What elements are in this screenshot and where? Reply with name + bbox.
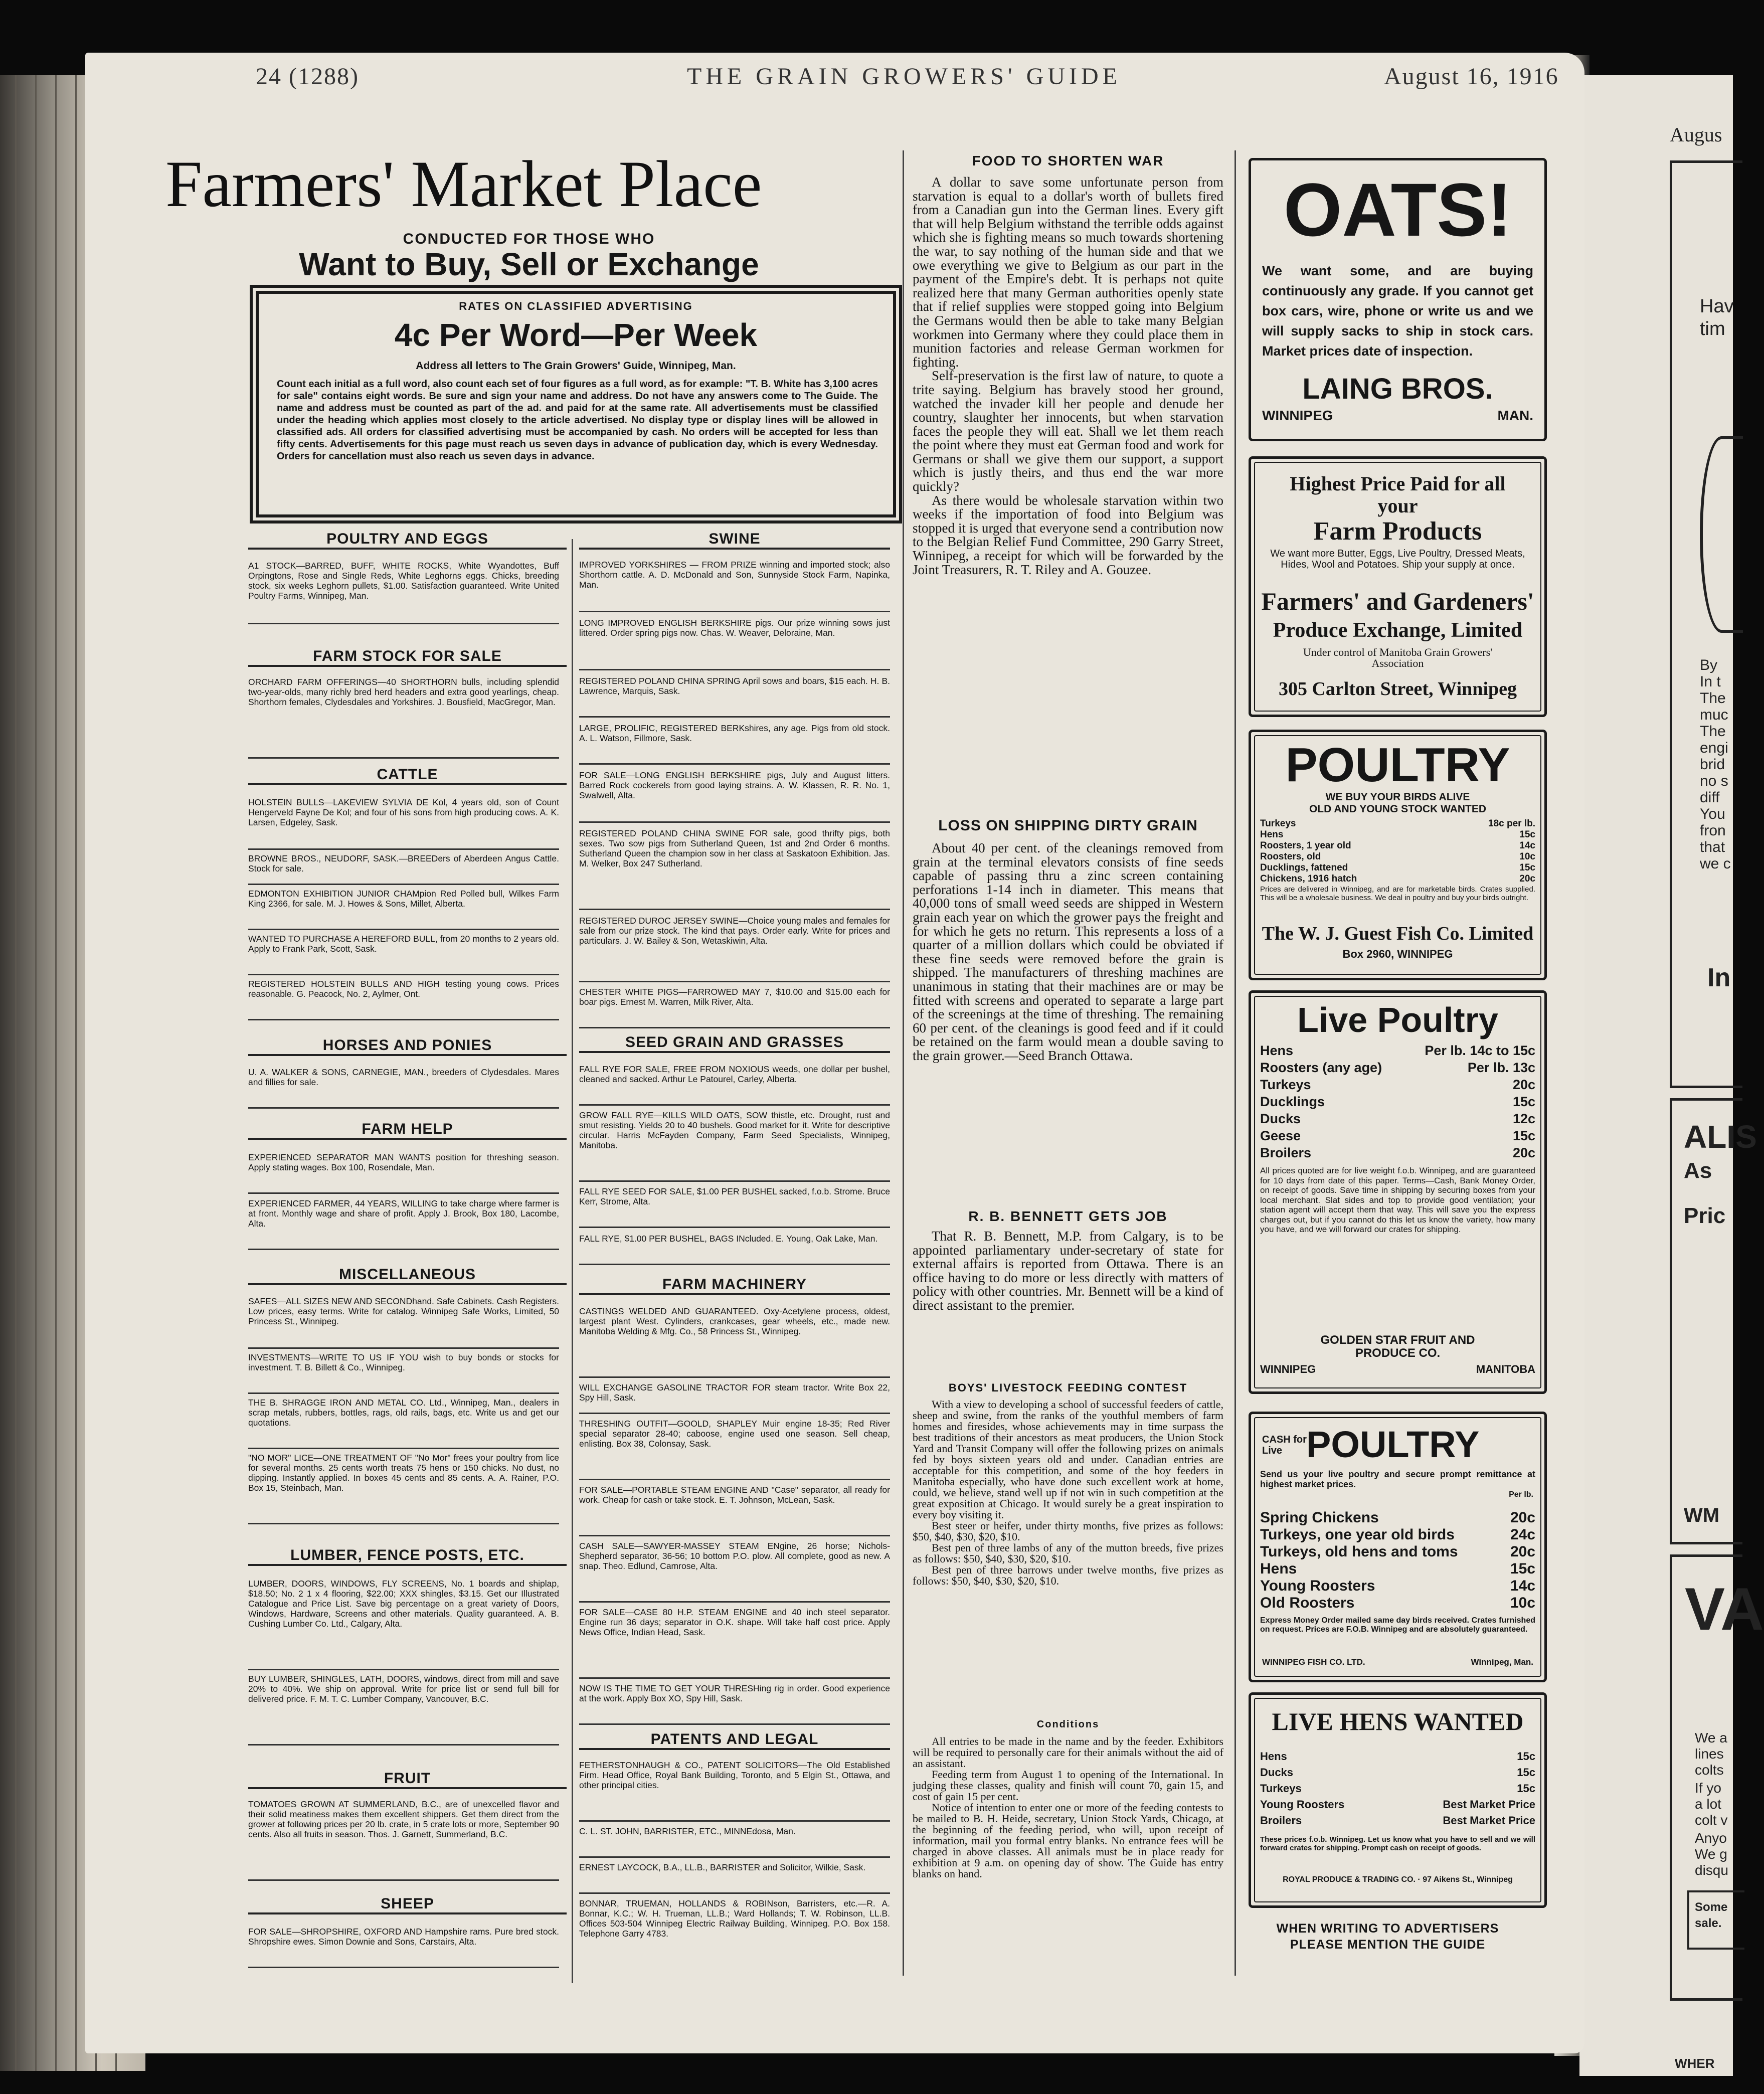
price-item: Chickens, 1916 hatch (1260, 874, 1357, 884)
footer-line-2: PLEASE MENTION THE GUIDE (1290, 1938, 1486, 1952)
price-item: Hens (1260, 829, 1284, 840)
classified-ad: LARGE, PROLIFIC, REGISTERED BERKshires, any age. Pigs from old stock. A. L. Watson, Fillmore, Sask. (579, 723, 890, 765)
price-item: Turkeys, one year old birds (1260, 1526, 1455, 1543)
article-paragraph: Notice of intention to enter one or more of the feeding contests to be mailed to B. H. Heide, secretary, Union Stock Yards, Chicago, at the beginning of the feeding period, who will, upon receipt of information, mail you formal entry blanks. No entrance fees will be charged in above classes. All animals must be in place ready for exhibition at 9 a.m. on opening day of show. The Guide has entry blanks on hand. (913, 1801, 1223, 1880)
price-row (1260, 1766, 1535, 1779)
ad-live-hens-wanted (1249, 1692, 1547, 1908)
classified-ad: U. A. WALKER & SONS, CARNEGIE, MAN., breeders of Clydesdales. Mares and fillies for sale. (248, 1067, 559, 1109)
ad-hp-head: Highest Price Paid for all your (1290, 472, 1506, 517)
classified-ad: BROWNE BROS., NEUDORF, SASK.—BREEDers of Aberdeen Angus Cattle. Stock for sale. (248, 853, 559, 885)
price-value: Best Market Price (1443, 1798, 1535, 1811)
ad-laing-province: MAN. (1497, 408, 1533, 423)
column-rule (1234, 150, 1236, 1976)
classified-ad: FOR SALE—PORTABLE STEAM ENGINE AND "Case" separator, all ready for work. Cheap for cash or take stock. E. T. Johnson, McLean, Sask. (579, 1485, 890, 1536)
price-item: Turkeys, old hens and toms (1260, 1543, 1458, 1560)
price-value: Per lb. 13c (1467, 1060, 1535, 1075)
price-row (1260, 862, 1535, 874)
next-page-fragment: Augus Hav tim By In t The muc The engi brid no s diff You fron that we c In ALIS As Pric WM VA We a lines colts If yo a lot colt v Anyo We g disqu Some sale. WHER (1579, 75, 1733, 2076)
ad-poultry-firm: The W. J. Guest Fish Co. Limited (1262, 923, 1534, 944)
ad-cash-poultry-winnipeg-fish (1249, 1412, 1547, 1682)
ad-hens-title: LIVE HENS WANTED (1272, 1707, 1524, 1735)
price-value: 15c (1519, 862, 1535, 873)
price-value: 10c (1510, 1595, 1535, 1611)
ad-cash-note: Express Money Order mailed same day birds received. Crates furnished on request. Prices are F.O.B. Winnipeg and are absolutely guaranteed. (1260, 1616, 1535, 1634)
classified-ad: FALL RYE SEED FOR SALE, $1.00 PER BUSHEL sacked, f.o.b. Strome. Bruce Kerr, Strome, Alta. (579, 1186, 890, 1228)
price-row (1260, 1043, 1535, 1059)
ad-live-city: WINNIPEG (1260, 1363, 1316, 1375)
price-value: 14c (1510, 1578, 1535, 1594)
ad-live-note: All prices quoted are for live weight f.o.b. Winnipeg, and are guaranteed for 10 days from date of this paper. Terms—Cash, Bank Money Order, on receipt of goods. Save time in shipping by securing boxes from your local merchant. Slat sides and top to provide good ventilation; your station agent will accept them that way. This will save you the express charges out, but if you cannot do this let us know the variety, how many you have, and we will forward our crates for shipping. (1260, 1166, 1535, 1234)
price-value: 20c (1519, 874, 1535, 884)
ad-cash-label: CASH for Live (1262, 1434, 1307, 1456)
price-item: Turkeys (1260, 1782, 1302, 1795)
price-item: Ducks (1260, 1766, 1294, 1779)
ad-live-poultry-golden-star (1249, 990, 1547, 1394)
rates-price: 4c Per Word—Per Week (394, 317, 758, 353)
classified-ad: LUMBER, DOORS, WINDOWS, FLY SCREENS, No. 1 boards and shiplap, $18.50; No. 2 1 x 4 flooring, $22.00; XXX shingles, $3.15. Get our Illustrated Catalogue and Price List. Save big percentage on a great variety of Doors, Windows, Hardware, Screens and other materials. Quality guaranteed. A. B. Cushing Lumber Co. Ltd., Calgary, Alta. (248, 1579, 559, 1670)
ad-poultry-note: Prices are delivered in Winnipeg, and are for marketable birds. Crates supplied. This will be a wholesale business. We deal in poultry and buy your birds outright. (1260, 885, 1535, 902)
price-item: Roosters, 1 year old (1260, 840, 1351, 851)
rates-heading: RATES ON CLASSIFIED ADVERTISING (459, 300, 693, 312)
article-paragraph: As there would be wholesale starvation within two weeks if the importation of food into Belgium was stopped it is urged that everyone send a contribution now to the Belgian Relief Fund Committee, 290 Garry Street, Winnipeg, a receipt for which will be forwarded by the Joint Treasurers, R. T. Riley and A. Gouzee. (913, 492, 1223, 577)
ad-hens-firm: ROYAL PRODUCE & TRADING CO. · 97 Aikens St., Winnipeg (1283, 1875, 1513, 1884)
classified-ad: EXPERIENCED FARMER, 44 YEARS, WILLING to take charge where farmer is at front. Monthly wage and share of profit. Apply J. Brook, Box 180, Lacombe, Alta. (248, 1198, 559, 1250)
article-paragraph: That R. B. Bennett, M.P. from Calgary, is to be appointed parliamentary under-secretary of state for external affairs is reported from Ottawa. There is an office having to do more or less directly with matters of policy with other countries. Mr. Bennett will be a kind of direct assistant to the premier. (913, 1229, 1223, 1313)
classified-ad: FOR SALE—CASE 80 H.P. STEAM ENGINE and 40 inch steel separator. Engine run 36 days; separator in O.K. shape. Will take half cost price. Apply News Office, Indian Head, Sask. (579, 1607, 890, 1679)
classified-ad: THE B. SHRAGGE IRON AND METAL CO. Ltd., Winnipeg, Man., dealers in scrap metals, rubbers, bottles, rags, old rails, bags, etc. Write us and get our quotations. (248, 1398, 559, 1449)
section-farm-help: FARM HELP (248, 1121, 567, 1140)
article-paragraph: A dollar to save some unfortunate person from starvation is equal to a dollar's worth of bullets fired from a Canadian gun into the German lines. Every gift that will help Belgium withstand the terrible odds against which she is fighting means so much towards shortening the war, to say nothing of the human side and that we owe everything we give to Belgium as our part in the payment of the Empire's debt. It is perhaps not quite realized here that many German authorities openly state that if relief supplies were stopped going into Belgium the Germans would then be able to take many Belgian workmen into Germany where they could place them in munition factories and release German workmen for fighting. (913, 174, 1223, 370)
classified-ad: BONNAR, TRUEMAN, HOLLANDS & ROBINson, Barristers, etc.—R. A. Bonnar, K.C.; W. H. Trueman, LL.B.; Ward Hollands; T. W. Robinson, LL.B. Offices 503-504 Winnipeg Electric Railway Building, Winnipeg. P.O. Box 158. Telephone Garry 4783. (579, 1898, 890, 1939)
price-value: 10c (1519, 851, 1535, 862)
classified-ad: CHESTER WHITE PIGS—FARROWED MAY 7, $10.00 and $15.00 each for boar pigs. Ernest M. Warren, Milk River, Alta. (579, 987, 890, 1028)
price-row (1260, 851, 1535, 862)
classified-ad: TOMATOES GROWN AT SUMMERLAND, B.C., are of unexcelled flavor and their solid meatiness makes them excellent shippers. Get them direct from the grower at following prices per 20 lb. crate, in 5 crate lots or more, September 90 cents. Also all fruits in season. Thos. J. Garnett, Summerland, B.C. (248, 1799, 559, 1881)
classified-ad: ERNEST LAYCOCK, B.A., LL.B., BARRISTER and Solicitor, Wilkie, Sask. (579, 1862, 890, 1894)
ad-cash-firm: WINNIPEG FISH CO. LTD. (1262, 1657, 1365, 1667)
article-paragraph: About 40 per cent. of the cleanings removed from grain at the terminal elevators consists of fine seeds capable of passing thru a zinc screen containing perforations 1-14 inch in diameter. This means that 40,000 tons of small weed seeds are shipped in Western grain each year on which the grower pays the freight and for which he gets no return. This represents a loss of a quarter of a million dollars which could be obviated if these fine seeds were removed before the grain is shipped. The manufacturers of threshing machines are unanimous in stating that their machines are or may be fitted with screens and operated to separate a large part of the screenings at the time of threshing. The remaining 60 per cent. of the cleanings is good feed and if it could be retained on the farm would mean a double saving to the grain grower.—Seed Branch Ottawa. (913, 840, 1223, 1063)
ad-laing-city: WINNIPEG (1262, 408, 1333, 423)
price-value: 15c (1519, 829, 1535, 840)
article-conditions (913, 1736, 1223, 1964)
price-item: Hens (1260, 1750, 1287, 1763)
classified-ad: FALL RYE, $1.00 PER BUSHEL, BAGS INcluded. E. Young, Oak Lake, Man. (579, 1234, 890, 1265)
section-farm-stock: FARM STOCK FOR SALE (248, 648, 567, 667)
price-row (1260, 1560, 1535, 1578)
classified-ad: IMPROVED YORKSHIRES — FROM PRIZE winning and imported stock; also Shorthorn cattle. A. D. McDonald and Son, Sunnyside Stock Farm, Napinka, Man. (579, 560, 890, 612)
section-swine: SWINE (579, 531, 890, 550)
journal-title: THE GRAIN GROWERS' GUIDE (687, 63, 1121, 90)
price-row (1260, 1111, 1535, 1127)
price-item: Broilers (1260, 1145, 1312, 1160)
price-row (1260, 1782, 1535, 1795)
ad-live-province: MANITOBA (1476, 1363, 1535, 1375)
price-row (1260, 1750, 1535, 1763)
classified-ad: WILL EXCHANGE GASOLINE TRACTOR FOR steam tractor. Write Box 22, Spy Hill, Sask. (579, 1382, 890, 1414)
ad-poultry-sub: WE BUY YOUR BIRDS ALIVE (1325, 791, 1470, 803)
ad-poultry-title: POULTRY (1285, 738, 1510, 792)
price-value: 12c (1512, 1111, 1535, 1126)
price-item: Young Roosters (1260, 1798, 1345, 1811)
classified-ad: BUY LUMBER, SHINGLES, LATH, DOORS, windows, direct from mill and save 20% to 40%. We ship on approval. Write for price list or send full bill for delivered price. F. M. T. C. Lumber Company, Vancouver, B.C. (248, 1674, 559, 1746)
price-value: Best Market Price (1443, 1814, 1535, 1827)
article-paragraph: Best pen of three barrows under twelve months, five prizes as follows: $50, $40, $30, $20, $10. (913, 1563, 1223, 1587)
section-poultry-eggs: POULTRY AND EGGS (248, 531, 567, 550)
ad-laing-name: LAING BROS. (1302, 373, 1493, 405)
price-value: 15c (1512, 1128, 1535, 1143)
price-item: Young Roosters (1260, 1578, 1375, 1594)
ad-poultry-box: Box 2960, WINNIPEG (1342, 948, 1453, 960)
footer-notice (1244, 1921, 1532, 1953)
price-row (1260, 1814, 1535, 1827)
ad-cash-title: POULTRY (1306, 1424, 1480, 1465)
price-value: 15c (1512, 1094, 1535, 1109)
price-row (1260, 1509, 1535, 1526)
classified-ad: HOLSTEIN BULLS—LAKEVIEW SYLVIA DE Kol, 4 years old, son of Count Hengerveld Fayne De Kol; and four of his sons from high producing cows. A. K. Larsen, Edgeley, Sask. (248, 797, 559, 850)
classified-ad: LONG IMPROVED ENGLISH BERKSHIRE pigs. Our prize winning sows just littered. Order spring pigs now. Chas. W. Weaver, Deloraine, Man. (579, 618, 890, 670)
classified-ad: REGISTERED POLAND CHINA SPRING April sows and boars, $15 each. H. B. Lawrence, Marquis, Sask. (579, 676, 890, 718)
article-heading: BOYS' LIVESTOCK FEEDING CONTEST (948, 1381, 1188, 1394)
classified-ad: REGISTERED DUROC JERSEY SWINE—Choice young males and females for sale from our prize stock. The kind that pays. Order early. Write for prices and particulars. J. W. Bailey & Son, Wetaskiwin, Alta. (579, 916, 890, 982)
price-row (1260, 1060, 1535, 1076)
section-sheep: SHEEP (248, 1895, 567, 1914)
rates-box (256, 291, 896, 517)
price-row (1260, 1798, 1535, 1811)
section-fruit: FRUIT (248, 1770, 567, 1789)
price-item: Ducklings, fattened (1260, 862, 1348, 873)
price-value: 18c per lb. (1488, 818, 1535, 829)
column-rule (572, 539, 573, 1983)
page-number: 24 (1288) (256, 63, 359, 90)
price-row (1260, 1077, 1535, 1093)
ad-hp-under: Under control of Manitoba Grain Growers' Association (1303, 646, 1493, 669)
price-row (1260, 1094, 1535, 1110)
article-paragraph: All entries to be made in the name and by the feeder. Exhibitors will be required to personally care for their animals without the aid of an assistant. (913, 1735, 1223, 1770)
article-heading: FOOD TO SHORTEN WAR (972, 153, 1164, 168)
classified-ad: REGISTERED HOLSTEIN BULLS AND HIGH testing young cows. Prices reasonable. G. Peacock, No. 2, Aylmer, Ont. (248, 979, 559, 1020)
price-item: Broilers (1260, 1814, 1302, 1827)
price-item: Roosters, old (1260, 851, 1321, 862)
classified-ad: CASH SALE—SAWYER-MASSEY STEAM ENgine, 26 horse; Nichols-Shepherd separator, 36-56; 10 bottom P.O. plow. All complete, good as new. A snap. Theo. Edlund, Camrose, Alta. (579, 1541, 890, 1603)
ad-cash-city: Winnipeg, Man. (1471, 1657, 1533, 1667)
classified-ad: FETHERSTONHAUGH & CO., PATENT SOLICITORS—The Old Established Firm. Head Office, Royal Bank Building, Toronto, and 5 Elgin St., Ottawa, and other principal cities. (579, 1760, 890, 1822)
article-boys-contest (913, 1399, 1223, 1715)
ad-farm-products (1249, 456, 1547, 717)
classified-ad: FOR SALE—LONG ENGLISH BERKSHIRE pigs, July and August litters. Barred Rock cockerels from good laying strains. A. W. Klassen, R. R. No. 1, Swalwell, Alta. (579, 770, 890, 823)
ad-hp-farm: Farm Products (1313, 517, 1482, 546)
ad-hp-address: 305 Carlton Street, Winnipeg (1278, 678, 1517, 700)
rates-body: Count each initial as a full word, also count each set of four figures as a full word, as for example: "T. B. White has 3,100 acres for sale" contains eight words. Be sure and sign your name and address. Do not have any answers come to The Guide. The name and address must be counted as part of the ad. and paid for at the same rate. All advertisements must be classified under the heading which applies most closely to the article advertised. No display type or display lines will be allowed in classified ads. All orders for classified advertising must be accompanied by cash. No orders will be accepted for less than fifty cents. Advertisements for this page must reach us seven days in advance of publication day, which is every Wednesday. Orders for cancellation must also reach us seven days in advance. (277, 379, 878, 462)
price-value: 15c (1517, 1766, 1535, 1779)
price-item: Hens (1260, 1560, 1297, 1577)
classified-ad: GROW FALL RYE—KILLS WILD OATS, SOW thistle, etc. Drought, rust and smut resisting. Yields 20 to 40 bushels. Good market for it. Write for descriptive circular. Harris McFayden Company, Farm Seed Specialists, Winnipeg, Manitoba. (579, 1110, 890, 1182)
price-item: Spring Chickens (1260, 1509, 1379, 1526)
article-bennett (913, 1230, 1223, 1355)
classified-ad: THRESHING OUTFIT—GOOLD, SHAPLEY Muir engine 18-35; Red River special separator 28-40; caboose, engine used one season. Sell cheap, enlisting. Box 38, Colonsay, Sask. (579, 1419, 890, 1480)
article-paragraph: Best pen of three lambs of any of the mutton breeds, five prizes as follows: $50, $40, $30, $20, $10. (913, 1541, 1223, 1565)
price-item: Hens (1260, 1043, 1294, 1058)
classified-ad: A1 STOCK—BARRED, BUFF, WHITE ROCKS, White Wyandottes, Buff Orpingtons, Rose and Single Reds, White Leghorns eggs. Chicks, breeding stock, six weeks Leghorn pullets, $1.00. Satisfaction guaranteed. Write United Poultry Farms, Winnipeg, Man. (248, 561, 559, 624)
classified-ad: NOW IS THE TIME TO GET YOUR THRESHing rig in order. Good experience at the work. Apply Box XO, Spy Hill, Sask. (579, 1683, 890, 1725)
price-row (1260, 1578, 1535, 1595)
page-title: Farmers' Market Place (165, 147, 762, 221)
price-item: Roosters (any age) (1260, 1060, 1382, 1075)
article-heading: R. B. BENNETT GETS JOB (968, 1208, 1168, 1224)
price-row (1260, 829, 1535, 840)
classified-ad: FALL RYE FOR SALE, FREE FROM NOXIOUS weeds, one dollar per bushel, cleaned and sacked. Arthur Le Patourel, Carley, Alberta. (579, 1064, 890, 1106)
price-item: Geese (1260, 1128, 1301, 1143)
section-lumber: LUMBER, FENCE POSTS, ETC. (248, 1547, 567, 1566)
price-item: Old Roosters (1260, 1595, 1355, 1611)
price-value: 15c (1517, 1782, 1535, 1795)
article-subheading: Conditions (1036, 1719, 1100, 1730)
section-farm-machinery: FARM MACHINERY (579, 1276, 890, 1295)
price-item: Turkeys (1260, 1077, 1311, 1092)
ad-hp-name: Farmers' and Gardeners' (1261, 587, 1534, 615)
article-heading: LOSS ON SHIPPING DIRTY GRAIN (938, 817, 1198, 834)
price-item: Ducks (1260, 1111, 1301, 1126)
column-rule (903, 150, 904, 1976)
article-paragraph: Best steer or heifer, under thirty months, five prizes as follows: $50, $40, $30, $20, $10. (913, 1519, 1223, 1543)
price-value: Per lb. 14c to 15c (1425, 1043, 1535, 1058)
classified-ad: ORCHARD FARM OFFERINGS—40 SHORTHORN bulls, including splendid two-year-olds, many richly bred herd headers and extra good yearlings, cheap. Shorthorn females, Clydesdales and Yorkshires. J. Bousfield, MacGregor, Man. (248, 677, 559, 759)
masthead-conducted: CONDUCTED FOR THOSE WHO (403, 231, 655, 247)
classified-ad: "NO MOR" LICE—ONE TREATMENT OF "No Mor" frees your poultry from lice for several months. 25 cents worth treats 75 hens or 150 chicks. No dust, no dipping. Instantly applied. In boxes 45 cents and 85 cents. A. A. Rainer, P.O. Box 15, Steinbach, Man. (248, 1453, 559, 1524)
price-row (1260, 1128, 1535, 1144)
ad-cash-text: Send us your live poultry and secure prompt remittance at highest market prices. (1260, 1469, 1535, 1489)
classified-ad: FOR SALE—SHROPSHIRE, OXFORD AND Hampshire rams. Pure bred stock. Shropshire ewes. Simon Downie and Sons, Carstairs, Alta. (248, 1927, 559, 1968)
classified-ad: WANTED TO PURCHASE A HEREFORD BULL, from 20 months to 2 years old. Apply to Frank Park, Scott, Sask. (248, 934, 559, 975)
ad-poultry-guest-fish (1249, 730, 1547, 980)
issue-date: August 16, 1916 (1384, 63, 1559, 90)
classified-ad: REGISTERED POLAND CHINA SWINE FOR sale, good thrifty pigs, both sexes. Two sow pigs from Sutherland Queen, 1st and 2nd Order 6 months. Sutherland Queen the champion sow in her class at Saskatoon Exhibition. Jas. M. Welker, Box 247 Sutherland. (579, 828, 890, 910)
price-value: 14c (1519, 840, 1535, 851)
footer-line-1: WHEN WRITING TO ADVERTISERS (1276, 1922, 1499, 1936)
price-value: 15c (1517, 1750, 1535, 1763)
rates-address: Address all letters to The Grain Growers' Guide, Winnipeg, Man. (416, 360, 736, 372)
ad-oats-title: OATS! (1283, 167, 1512, 252)
price-row (1260, 840, 1535, 851)
price-row (1260, 1595, 1535, 1612)
article-food-shorten-war (913, 176, 1223, 805)
ad-hens-note: These prices f.o.b. Winnipeg. Let us know what you have to sell and we will forward crates for shipping. Prompt cash on receipt of goods. (1260, 1835, 1535, 1852)
section-horses: HORSES AND PONIES (248, 1037, 567, 1056)
masthead-tagline: Want to Buy, Sell or Exchange (299, 246, 759, 282)
classified-ad: C. L. ST. JOHN, BARRISTER, ETC., MINNEdosa, Man. (579, 1826, 890, 1858)
ad-poultry-sub2: OLD AND YOUNG STOCK WANTED (1309, 803, 1487, 815)
ad-live-firm: GOLDEN STAR FRUIT AND PRODUCE CO. (1320, 1333, 1475, 1360)
section-seed-grain: SEED GRAIN AND GRASSES (579, 1034, 890, 1053)
price-row (1260, 874, 1535, 885)
price-item: Turkeys (1260, 818, 1296, 829)
ad-live-title: Live Poultry (1297, 1000, 1498, 1039)
price-value: 20c (1510, 1543, 1535, 1560)
price-row (1260, 1543, 1535, 1560)
next-page-illustration (1700, 436, 1743, 633)
price-value: 15c (1510, 1560, 1535, 1577)
ad-hp-name2: Produce Exchange, Limited (1273, 619, 1523, 642)
classified-ad: CASTINGS WELDED AND GUARANTEED. Oxy-Acetylene process, oldest, largest plant West. Cylinders, crankcases, gear wheels, etc., made new. Manitoba Welding & Mfg. Co., 58 Princess St., Winnipeg. (579, 1306, 890, 1378)
ad-hp-text: We want more Butter, Eggs, Live Poultry, Dressed Meats, Hides, Wool and Potatoes. Ship your supply at once. (1270, 548, 1525, 570)
classified-ad: SAFES—ALL SIZES NEW AND SECONDhand. Safe Cabinets. Cash Registers. Low prices, easy terms. Write for catalog. Winnipeg Safe Works, Limited, 50 Princess St., Winnipeg. (248, 1296, 559, 1349)
section-patents-legal: PATENTS AND LEGAL (579, 1731, 890, 1750)
price-value: 20c (1510, 1509, 1535, 1526)
next-page-date: Augus (1670, 123, 1722, 146)
article-loss-dirty-grain (913, 841, 1223, 1182)
article-paragraph: With a view to developing a school of successful feeders of cattle, sheep and swine, from the ranks of the youthful members of farm homes and firesides, whose achievements may in time surpass the best traditions of their ancestors as meat producers, the Union Stock Yard and Transit Company will offer the following prizes on animals fed by boys sixteen years old and under. Canadian entries are acceptable for this competition, and some of the boy feeders in Manitoba especially, who have done such excellent work at home, could, we believe, stand well up if not win in such competition at the great exposition at Chicago. It would surely be a great inspiration to every boy visiting it. (913, 1398, 1223, 1521)
price-row (1260, 1145, 1535, 1161)
section-miscellaneous: MISCELLANEOUS (248, 1266, 567, 1285)
ad-oats-text: We want some, and are buying continuously any grade. If you cannot get box cars, wire, phone or write us and we will supply sacks to ship in stock cars. Market prices date of inspection. (1262, 263, 1533, 359)
price-value: 24c (1510, 1526, 1535, 1543)
ad-cash-per: Per lb. (1509, 1490, 1533, 1499)
article-paragraph: Feeding term from August 1 to opening of the International. In judging these classes, quality and finish will count 70, gain 15, and cost of gain 15 per cent. (913, 1768, 1223, 1803)
price-value: 20c (1512, 1145, 1535, 1160)
section-cattle: CATTLE (248, 766, 567, 785)
ad-oats-laing-bros (1249, 158, 1547, 441)
price-value: 20c (1512, 1077, 1535, 1092)
article-paragraph: Self-preservation is the first law of nature, to quote a trite saying. Belgium has bravely stood her ground, watched the invader kill her people and denude her country, slaughter her innocents, but when starvation faces the people they will eat. Shall we let them reach the point where they must eat German food and work for Germans or shall we give them our support, a support which is justly theirs, and thus end the war more quickly? (913, 368, 1223, 494)
price-row (1260, 1526, 1535, 1543)
price-row (1260, 818, 1535, 829)
price-item: Ducklings (1260, 1094, 1325, 1109)
classified-ad: EDMONTON EXHIBITION JUNIOR CHAMpion Red Polled bull, Wilkes Farm King 2366, for sale. M. J. Howes & Sons, Millet, Alberta. (248, 889, 559, 930)
classified-ad: EXPERIENCED SEPARATOR MAN WANTS position for threshing season. Apply stating wages. Box 100, Rosendale, Man. (248, 1152, 559, 1194)
classified-ad: INVESTMENTS—WRITE TO US IF YOU wish to buy bonds or stocks for investment. T. B. Billett & Co., Winnipeg. (248, 1352, 559, 1394)
